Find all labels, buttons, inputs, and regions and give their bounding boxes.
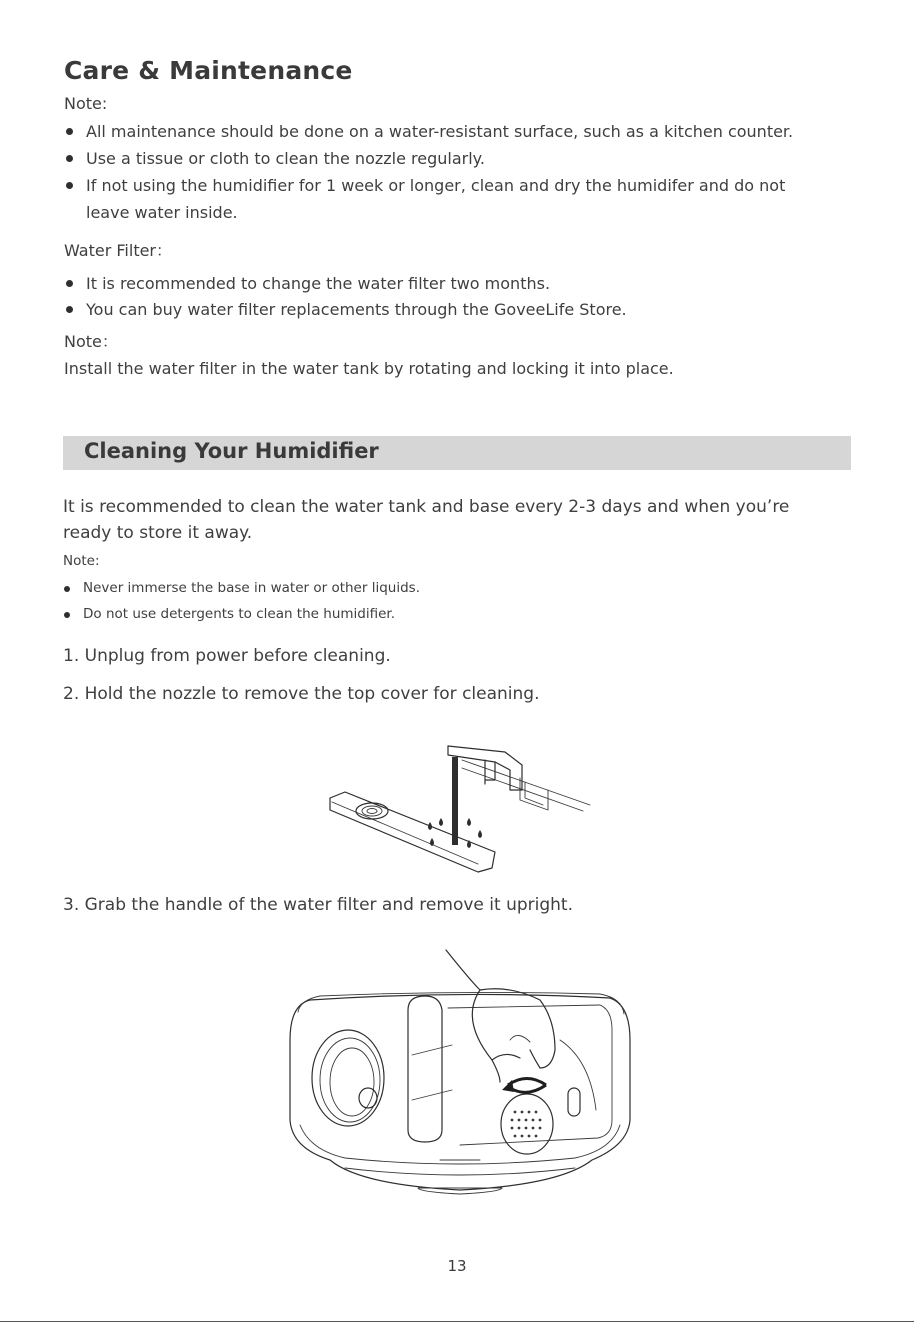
step-3: 3. Grab the handle of the water filter and remove it upright. — [63, 895, 573, 915]
cleaning-intro-line1: It is recommended to clean the water tank and base every 2-3 days and when you’re — [63, 497, 790, 517]
page-number: 13 — [447, 1257, 467, 1275]
filter-bullet-1: It is recommended to change the water filter two months. — [86, 274, 551, 293]
care-bullet-3-cont: leave water inside. — [86, 203, 238, 222]
step-2: 2. Hold the nozzle to remove the top cover for cleaning. — [63, 684, 540, 704]
care-bullet-2: Use a tissue or cloth to clean the nozzle regularly. — [86, 149, 485, 168]
care-bullet-3: If not using the humidifier for 1 week or longer, clean and dry the humidifer and do not — [86, 176, 786, 195]
filter-bullet-2: You can buy water filter replacements through the GoveeLife Store. — [86, 300, 627, 319]
step-1: 1. Unplug from power before cleaning. — [63, 646, 391, 666]
water-filter-label: Water Filter： — [64, 241, 173, 260]
note2-label: Note： — [64, 332, 118, 351]
section-title: Cleaning Your Humidifier — [84, 439, 379, 463]
cleaning-note-1: Never immerse the base in water or other liquids. — [83, 580, 420, 596]
note-label: Note: — [64, 94, 108, 113]
cleaning-intro-line2: ready to store it away. — [63, 523, 253, 543]
page-title: Care & Maintenance — [64, 56, 353, 85]
cleaning-note-2: Do not use detergents to clean the humidifier. — [83, 606, 396, 622]
note2-text: Install the water filter in the water tank by rotating and locking it into place. — [64, 359, 674, 378]
care-bullet-1: All maintenance should be done on a water-resistant surface, such as a kitchen counter. — [86, 122, 794, 141]
bottom-rule — [0, 1321, 914, 1322]
cleaning-note-label: Note: — [63, 553, 100, 569]
